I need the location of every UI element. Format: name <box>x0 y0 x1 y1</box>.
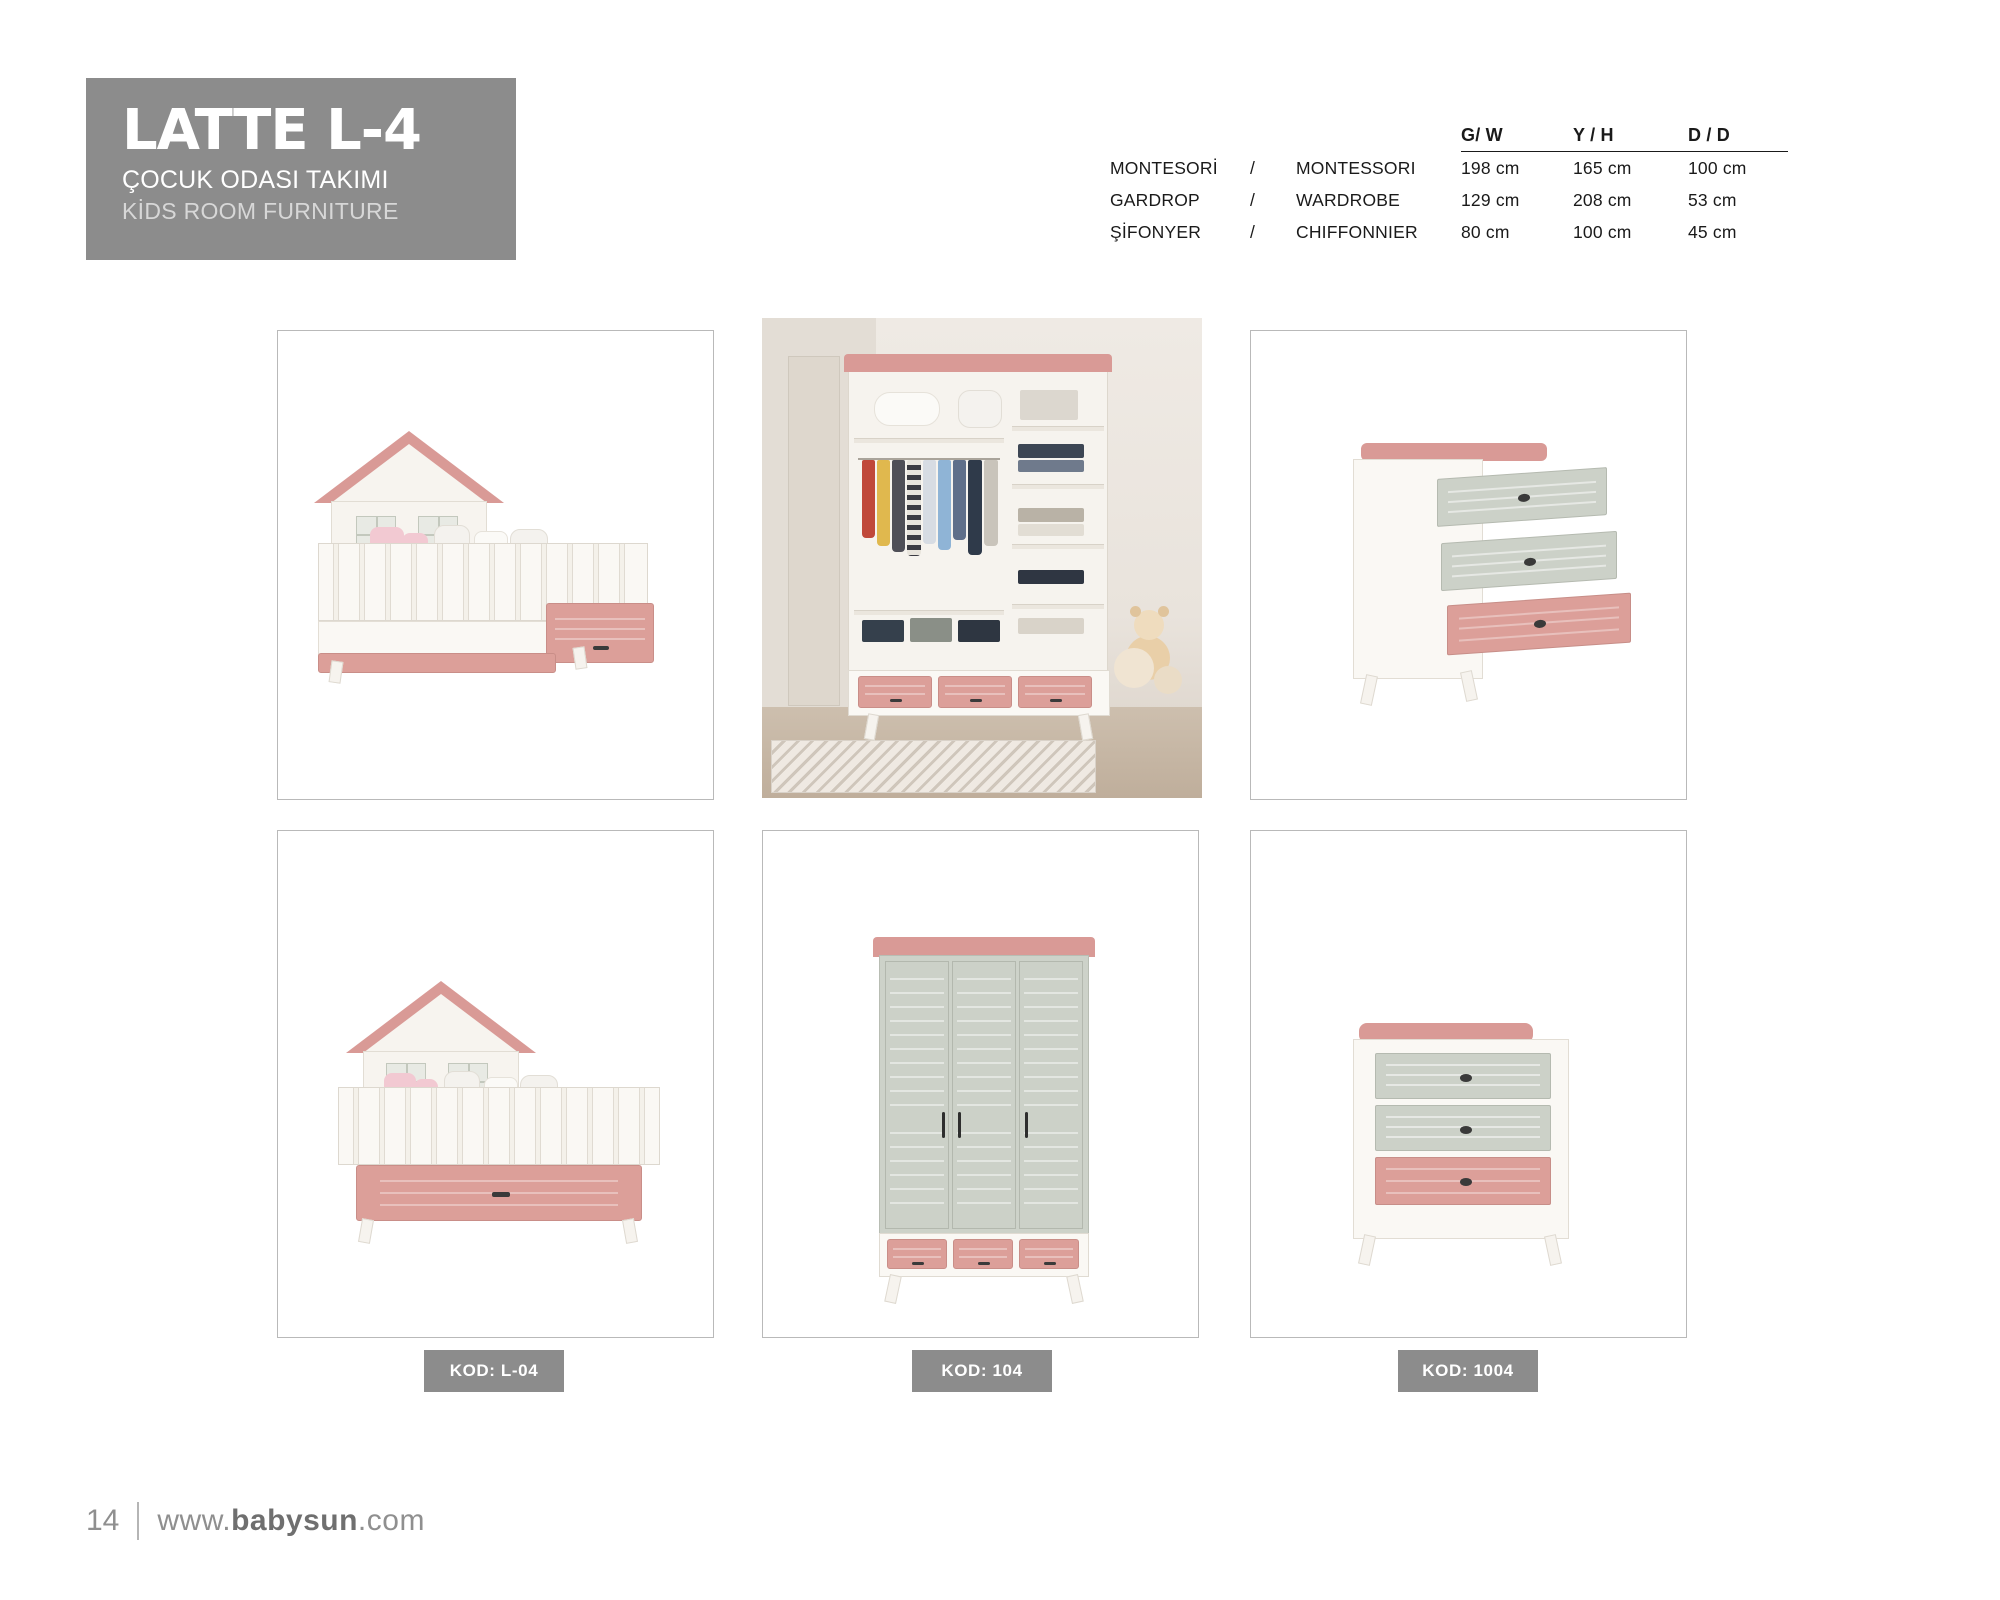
url-brand: babysun <box>231 1504 358 1537</box>
product-image-chiffonnier-open-drawers <box>1250 330 1687 800</box>
spec-name-en: WARDROBE <box>1296 190 1401 210</box>
spec-height: 100 cm <box>1573 222 1632 242</box>
product-image-chiffonnier-closed <box>1250 830 1687 1338</box>
room-scene <box>762 318 1202 798</box>
spec-slash: / <box>1250 222 1256 242</box>
product-code-wardrobe: KOD: 104 <box>912 1350 1052 1392</box>
spec-width: 80 cm <box>1461 222 1510 242</box>
spec-height: 208 cm <box>1573 190 1632 210</box>
footer-divider <box>137 1502 139 1540</box>
footer <box>86 1502 425 1540</box>
col-head-blank-1 <box>1110 125 1250 152</box>
page-title: LATTE L-4 <box>122 98 421 163</box>
col-head-blank-3 <box>1296 125 1461 152</box>
spec-slash: / <box>1250 190 1256 210</box>
product-image-montessori-bed-closed <box>277 830 714 1338</box>
col-head-blank-2 <box>1250 125 1296 152</box>
product-code-chiffonnier: KOD: 1004 <box>1398 1350 1538 1392</box>
spec-width: 198 cm <box>1461 158 1520 178</box>
url-suffix: .com <box>357 1504 425 1537</box>
page-number: 14 <box>86 1504 120 1537</box>
table-row <box>1110 152 1788 185</box>
specifications-table <box>1110 125 1788 248</box>
spec-name-en: MONTESSORI <box>1296 157 1416 178</box>
title-block <box>86 78 516 260</box>
spec-name-en: CHIFFONNIER <box>1296 222 1418 242</box>
page-subtitle-en: KİDS ROOM FURNITURE <box>122 197 399 224</box>
spec-depth: 45 cm <box>1688 222 1737 242</box>
product-image-wardrobe-closed <box>762 830 1199 1338</box>
page-subtitle-tr: ÇOCUK ODASI TAKIMI <box>122 166 389 195</box>
spec-width: 129 cm <box>1461 190 1520 210</box>
table-row <box>1110 184 1788 216</box>
website-url[interactable] <box>157 1504 425 1538</box>
col-head-depth: D / D <box>1688 125 1788 152</box>
col-head-width: G/ W <box>1461 125 1573 152</box>
col-head-height: Y / H <box>1573 125 1688 152</box>
spec-name-tr: MONTESORİ <box>1110 157 1218 178</box>
spec-name-tr: ŞİFONYER <box>1110 222 1202 242</box>
spec-slash: / <box>1250 157 1256 178</box>
spec-name-tr: GARDROP <box>1110 190 1200 210</box>
spec-depth: 100 cm <box>1688 158 1747 178</box>
product-code-bed: KOD: L-04 <box>424 1350 564 1392</box>
spec-height: 165 cm <box>1573 158 1632 178</box>
product-image-montessori-bed-trundle <box>277 330 714 800</box>
table-row <box>1110 216 1788 248</box>
table-header-row <box>1110 125 1788 152</box>
url-prefix: www. <box>157 1504 232 1537</box>
product-image-wardrobe-open-room <box>762 318 1202 798</box>
spec-depth: 53 cm <box>1688 190 1737 210</box>
